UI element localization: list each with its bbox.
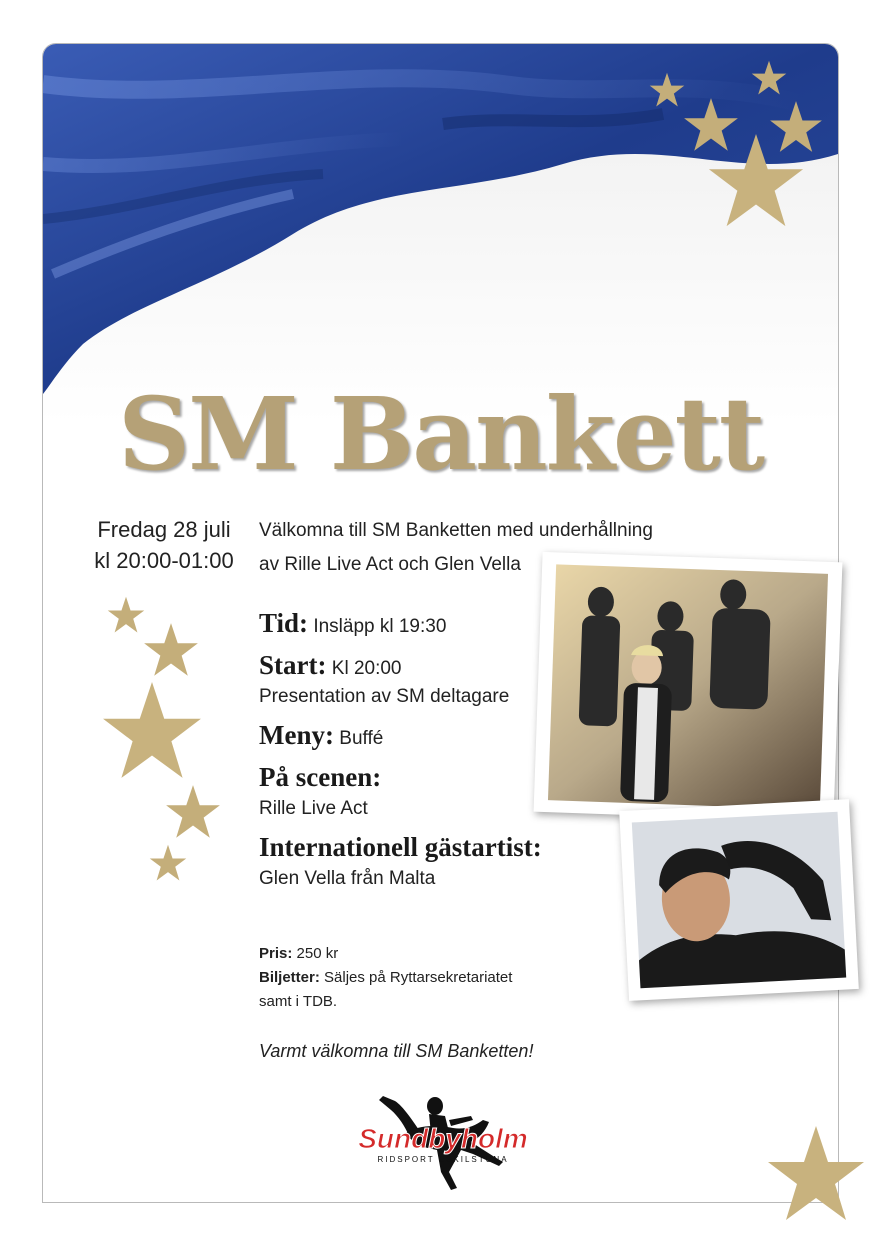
event-time: kl 20:00-01:00 xyxy=(94,548,234,573)
ticket-info xyxy=(259,942,599,1014)
biljetter-label: Biljetter: xyxy=(259,969,320,986)
intro-line-1: Välkomna till SM Banketten med underhållning xyxy=(259,520,653,541)
logo-name: Sundbyholm xyxy=(358,1123,528,1154)
start-label: Start: xyxy=(259,650,327,680)
gold-star-icon xyxy=(707,132,805,230)
gold-star-icon xyxy=(143,622,199,678)
gold-star-icon xyxy=(165,784,221,840)
gold-star-icon xyxy=(149,844,187,882)
logo-subtitle: RIDSPORT ESKILSTUNA xyxy=(377,1155,509,1164)
band-photo xyxy=(534,552,843,822)
pris-value: 250 kr xyxy=(296,945,339,962)
gast-value: Glen Vella från Malta xyxy=(259,868,436,889)
artist-photo xyxy=(619,799,859,1001)
closing-text: Varmt välkomna till SM Banketten! xyxy=(259,1041,534,1061)
pris-label: Pris: xyxy=(259,945,293,962)
biljetter-value-2: samt i TDB. xyxy=(259,993,338,1010)
gast-label: Internationell gästartist: xyxy=(259,832,542,862)
scen-label: På scenen: xyxy=(259,762,382,792)
sundbyholm-logo xyxy=(353,1076,533,1194)
meny-value: Buffé xyxy=(339,728,384,749)
scen-value: Rille Live Act xyxy=(259,798,368,819)
poster-title: SM Bankett xyxy=(117,375,764,493)
gold-star-icon xyxy=(751,60,787,96)
start-detail: Presentation av SM deltagare xyxy=(259,686,510,707)
intro-line-2: av Rille Live Act och Glen Vella xyxy=(259,554,521,575)
tid-value: Insläpp kl 19:30 xyxy=(313,616,447,637)
detail-gast xyxy=(259,833,619,893)
biljetter-value: Säljes på Ryttarsekretariatet xyxy=(324,969,513,986)
meny-label: Meny: xyxy=(259,720,334,750)
gold-star-icon xyxy=(101,680,203,782)
gold-star-icon xyxy=(766,1124,866,1224)
event-day: Fredag 28 juli xyxy=(97,517,231,542)
tid-label: Tid: xyxy=(259,608,309,638)
gold-star-icon xyxy=(649,72,685,108)
event-date xyxy=(79,514,249,576)
gold-star-icon xyxy=(107,596,145,634)
start-value: Kl 20:00 xyxy=(331,658,402,679)
